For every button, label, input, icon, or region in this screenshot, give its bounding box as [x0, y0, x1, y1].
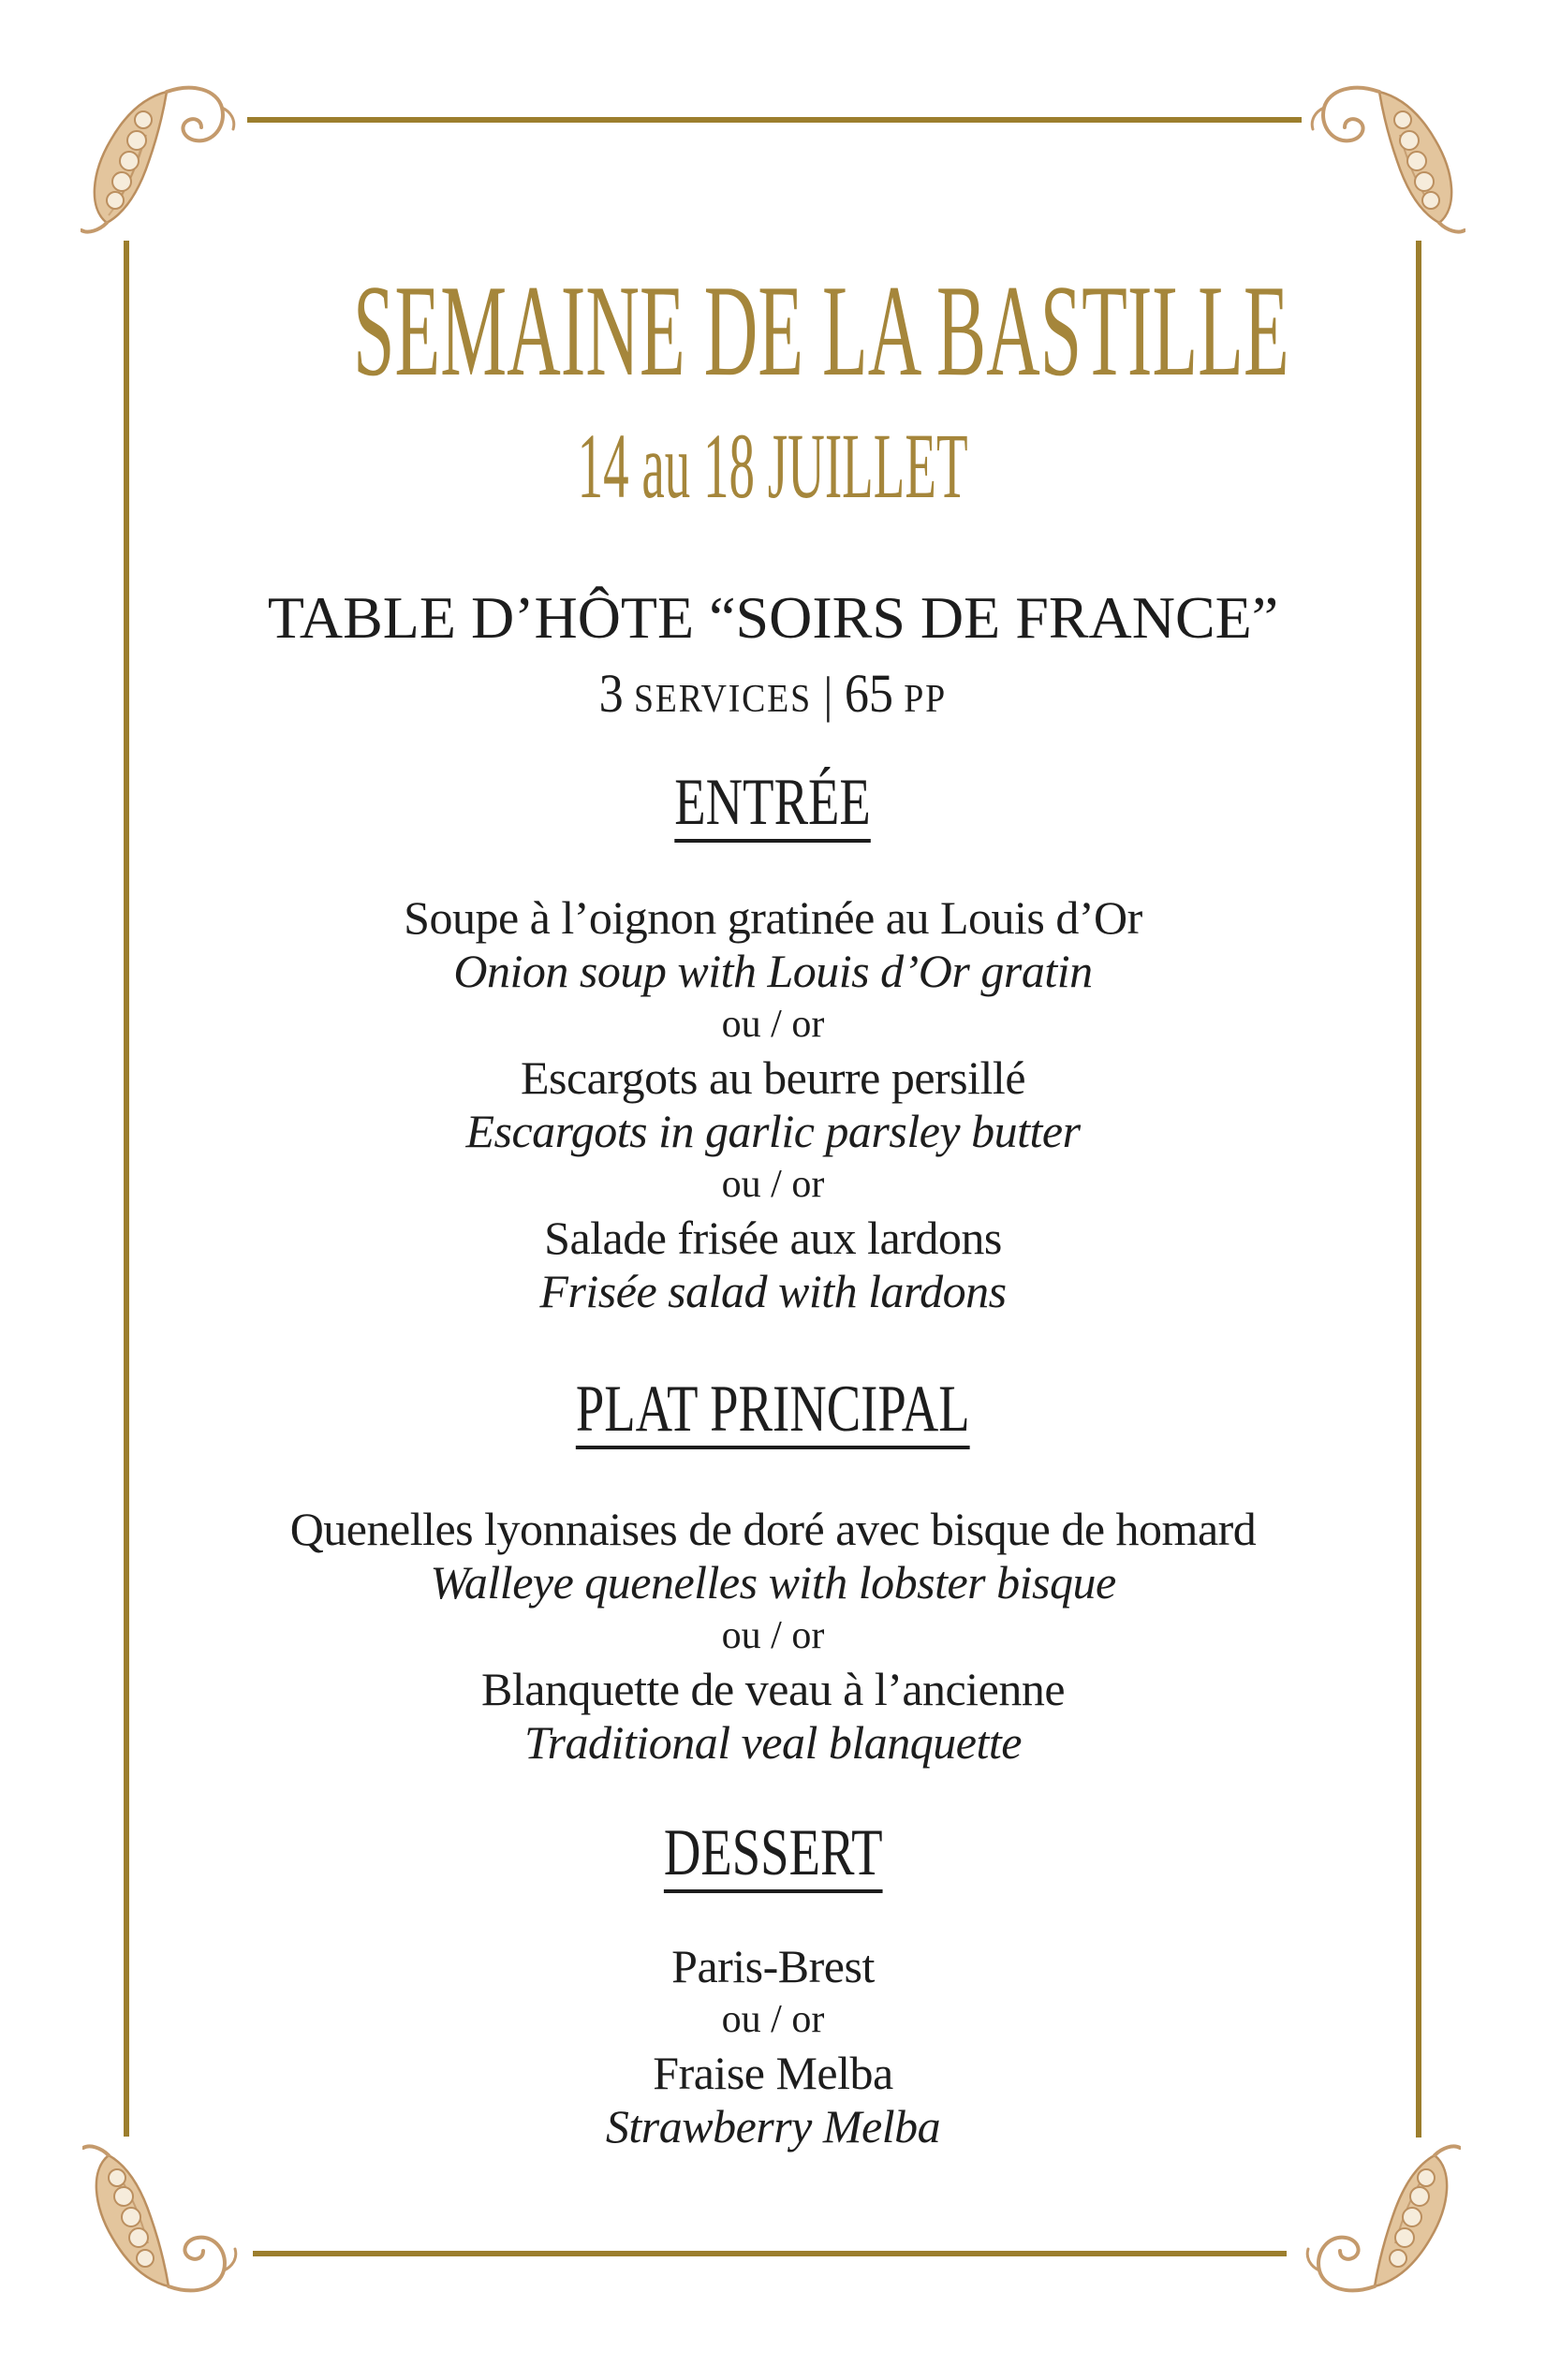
- or-separator: ou / or: [721, 1614, 825, 1657]
- or-separator: ou / or: [721, 1998, 825, 2041]
- corner-flourish-bottom-left: [82, 2137, 251, 2296]
- menu-item-fr: Salade frisée aux lardons: [544, 1212, 1002, 1264]
- menu-item-en: Escargots in garlic parsley butter: [465, 1105, 1081, 1157]
- pea-pod-flourish-icon: [1292, 2137, 1461, 2296]
- border-rule-top: [247, 117, 1302, 123]
- services-label: SERVICES: [634, 678, 813, 721]
- separator-bar: |: [823, 667, 833, 723]
- pea-pod-flourish-icon: [1297, 82, 1465, 242]
- menu-item-en: Walleye quenelles with lobster bisque: [430, 1556, 1116, 1609]
- or-separator: ou / or: [721, 1163, 825, 1206]
- price-value: 65: [845, 663, 894, 724]
- services-count: 3: [598, 663, 624, 724]
- section-dessert-items: [0, 1940, 1546, 2153]
- section-heading-plat-principal: PLAT PRINCIPAL: [576, 1373, 970, 1446]
- page-title: [0, 258, 1546, 404]
- menu-item-en: Onion soup with Louis d’Or gratin: [453, 945, 1093, 997]
- event-dates: [0, 414, 1546, 518]
- menu-item-en: Traditional veal blanquette: [524, 1716, 1022, 1769]
- menu-item-fr: Blanquette de veau à l’ancienne: [480, 1663, 1066, 1715]
- corner-flourish-top-left: [81, 82, 249, 242]
- section-entree-items: [0, 891, 1546, 1318]
- pea-pod-flourish-icon: [82, 2137, 251, 2296]
- or-separator: ou / or: [721, 1003, 825, 1046]
- section-heading-dessert: DESSERT: [663, 1816, 883, 1889]
- menu-item-en: Frisée salad with lardons: [539, 1265, 1007, 1317]
- services-price-line: [0, 663, 1546, 727]
- section-heading-entree: ENTRÉE: [674, 766, 872, 839]
- event-dates-text: 14 au 18 JUILLET: [578, 414, 968, 518]
- pea-pod-flourish-icon: [81, 82, 249, 242]
- page-title-text: SEMAINE DE LA BASTILLE: [353, 258, 1289, 404]
- menu-name: TABLE D’HÔTE “SOIRS DE FRANCE”: [267, 584, 1279, 651]
- section-plat-principal-items: [0, 1503, 1546, 1770]
- menu-item-fr: Soupe à l’oignon gratinée au Louis d’Or: [404, 891, 1142, 944]
- price-unit: PP: [904, 678, 948, 721]
- menu-item-fr: Quenelles lyonnaises de doré avec bisque de homard: [289, 1503, 1257, 1555]
- services-price-text: [598, 663, 948, 727]
- menu-item-fr: Escargots au beurre persillé: [520, 1051, 1026, 1104]
- menu-item-fr: Fraise Melba: [653, 2047, 893, 2099]
- corner-flourish-top-right: [1297, 82, 1465, 242]
- corner-flourish-bottom-right: [1292, 2137, 1461, 2296]
- menu-item-fr: Paris-Brest: [671, 1940, 875, 1992]
- border-rule-bottom: [253, 2251, 1287, 2256]
- menu-item-en: Strawberry Melba: [605, 2100, 941, 2152]
